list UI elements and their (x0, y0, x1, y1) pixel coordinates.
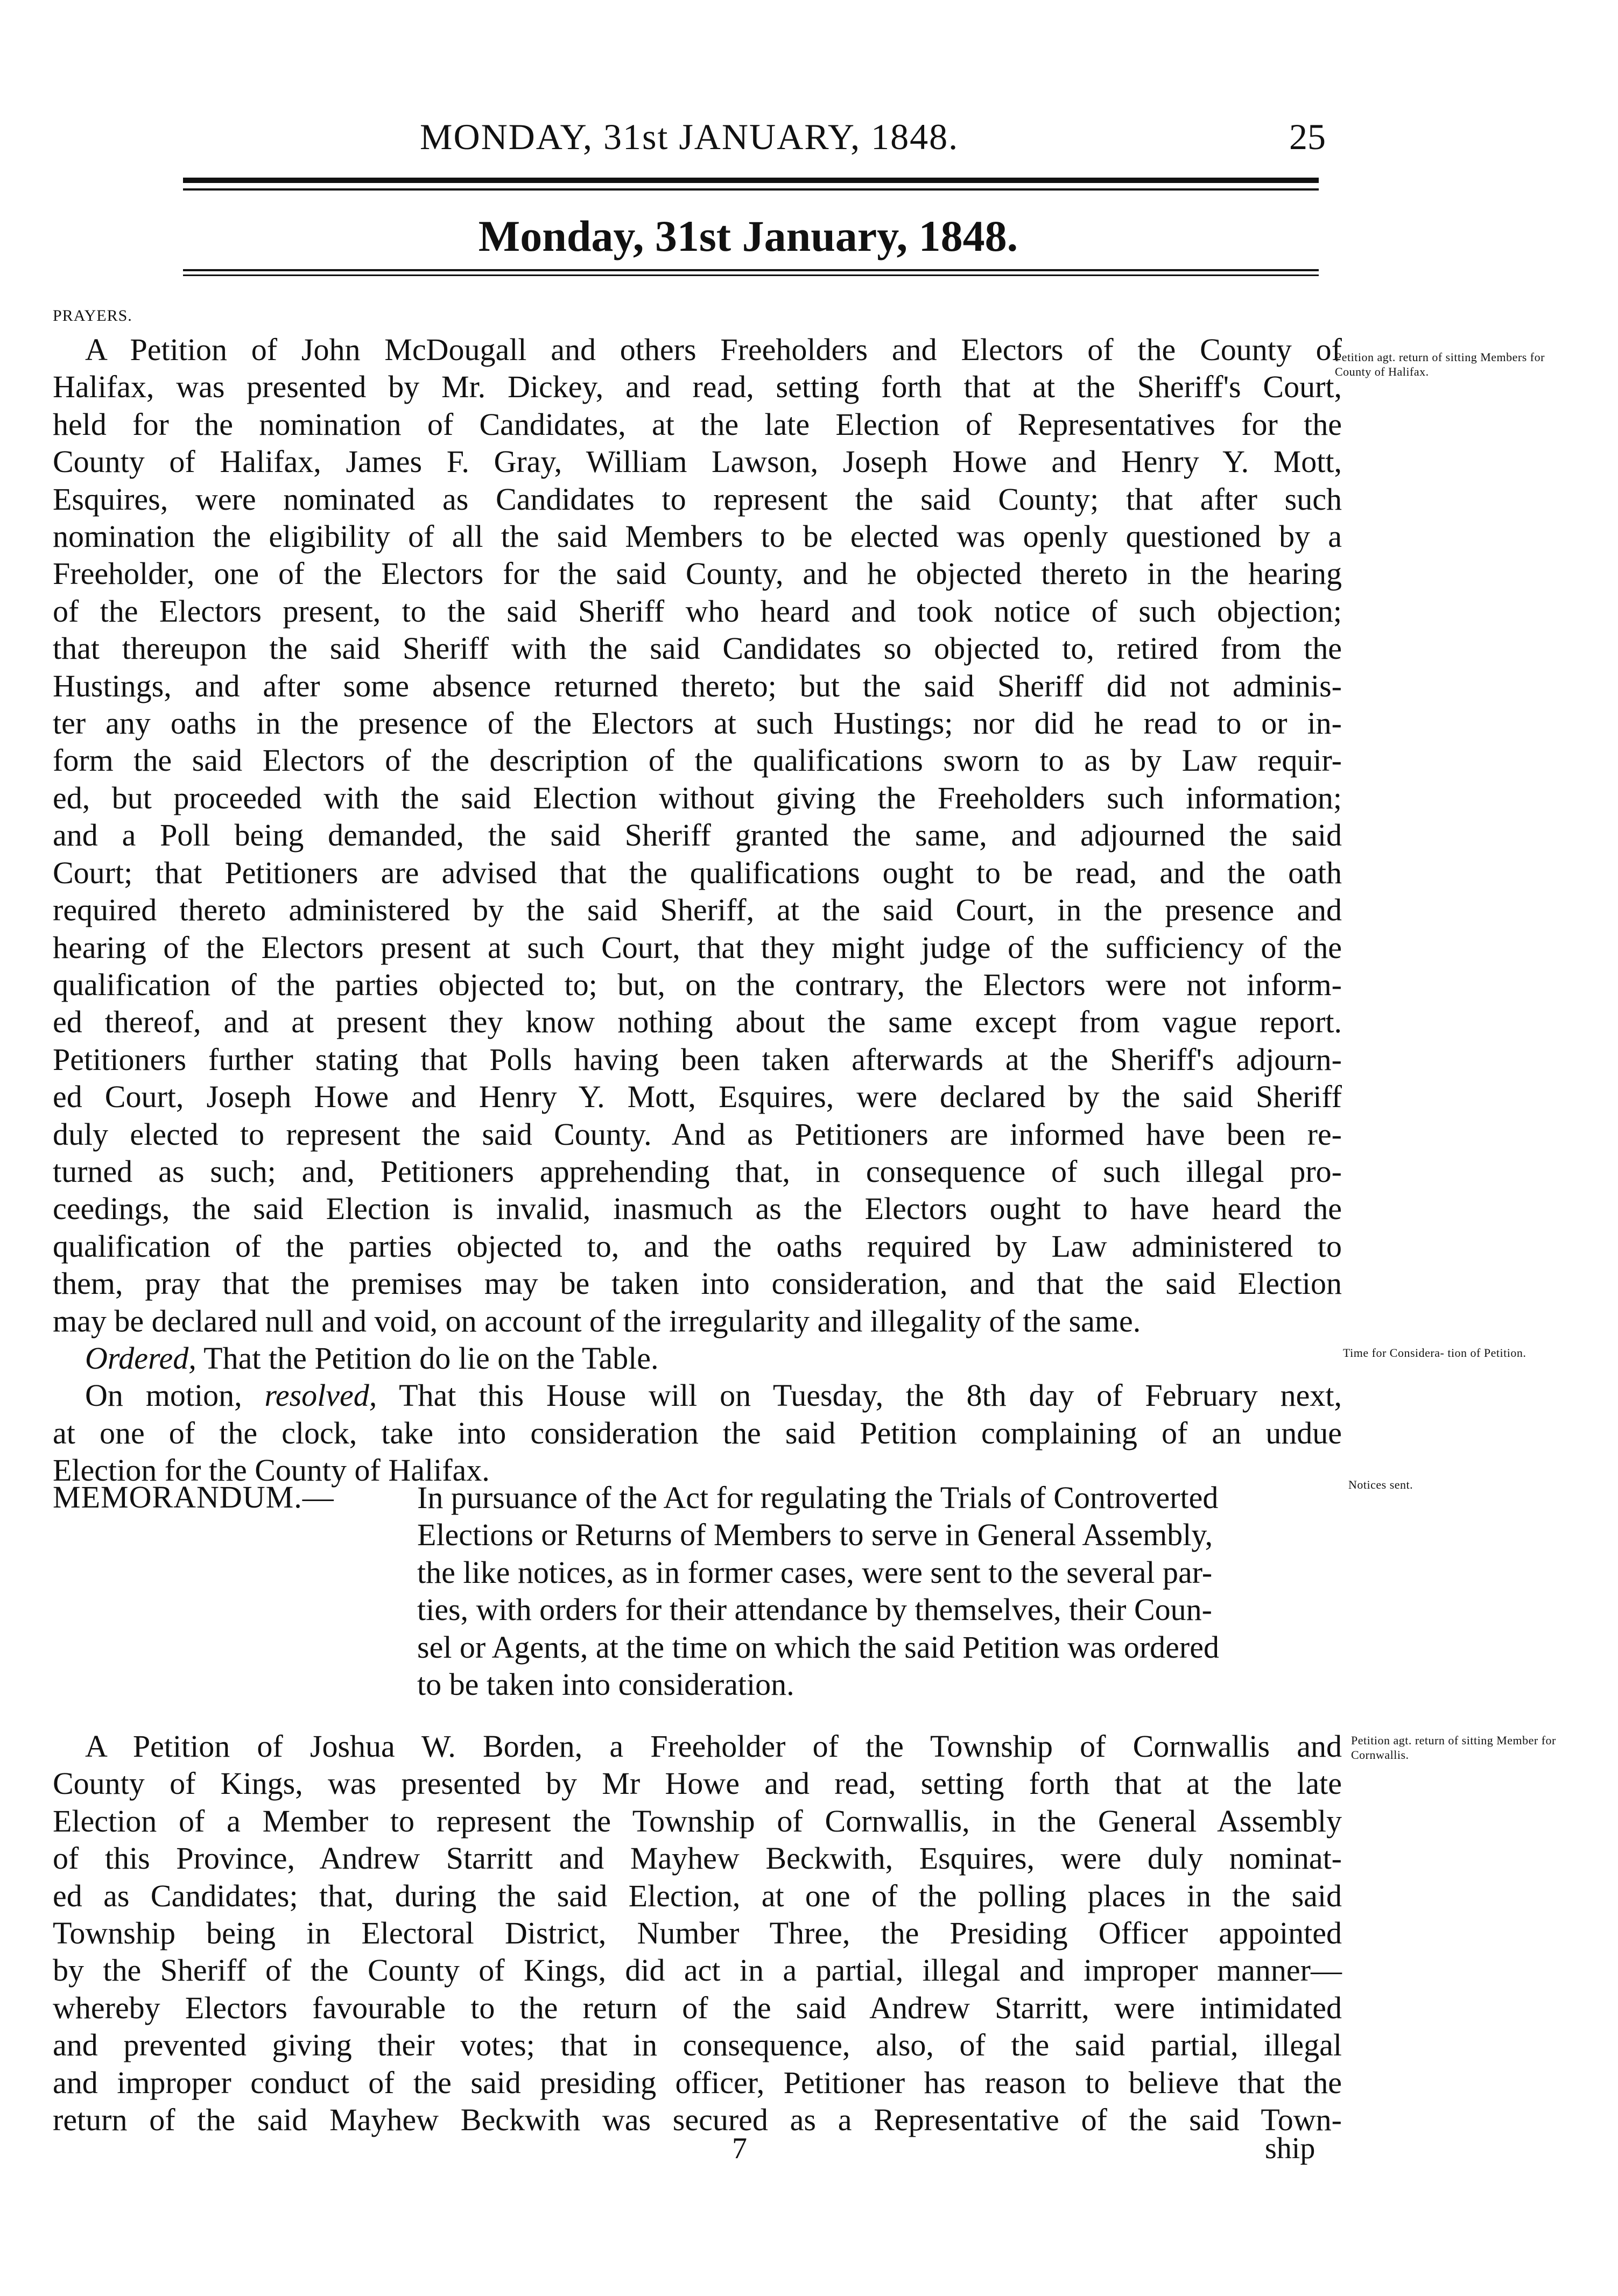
text-line: them, pray that the premises may be taken into consideration, and that the said Election (53, 1266, 1342, 1301)
motion-line (53, 1377, 1342, 1414)
text-line: Election of a Member to represent the Township of Cornwallis, in the General Assembly (53, 1803, 1342, 1839)
cornwallis-petition-paragraph (53, 1728, 1342, 2138)
text-line: held for the nomination of Candidates, at the late Election of Representatives for the (53, 406, 1342, 442)
resolved-word: resolved, (264, 1378, 377, 1413)
motion-text: That this House will on Tuesday, the 8th day of February next, (377, 1378, 1342, 1413)
text-line: and prevented giving their votes; that in consequence, also, of the said partial, illegal (53, 2027, 1342, 2063)
text-line: may be declared null and void, on account of the irregularity and illegality of the same. (53, 1303, 1141, 1339)
memo-line: sel or Agents, at the time on which the said Petition was ordered (417, 1629, 1219, 1665)
ordered-text: That the Petition do lie on the Table. (196, 1340, 659, 1376)
margin-note-notices-sent: Notices sent. (1348, 1478, 1413, 1491)
heading-rule-thin (183, 269, 1319, 271)
ordered-word: Ordered, (85, 1340, 196, 1376)
text-line: Hustings, and after some absence returned thereto; but the said Sheriff did not adminis- (53, 668, 1342, 703)
memo-line: the like notices, as in former cases, were sent to the several par- (417, 1554, 1213, 1590)
header-rule-thin (183, 188, 1319, 191)
halifax-petition-paragraph (53, 331, 1342, 1489)
memo-line: In pursuance of the Act for regulating the Trials of Controverted (417, 1480, 1219, 1515)
text-line: ed thereof, and at present they know nothing about the same except from vague report. (53, 1004, 1342, 1040)
ordered-line (53, 1340, 1342, 1377)
header-rule-thick (183, 178, 1319, 183)
text-line: and a Poll being demanded, the said Sheriff granted the same, and adjourned the said (53, 818, 1342, 853)
margin-note-time-for-consideration: Time for Considera- tion of Petition. (1343, 1346, 1526, 1360)
text-line: A Petition of Joshua W. Borden, a Freeholder of the Township of Cornwallis and (85, 1729, 1342, 1764)
text-line: ed, but proceeded with the said Election without giving the Freeholders such information; (53, 780, 1342, 815)
heading-rule-thin-2 (183, 274, 1319, 276)
text-line: by the Sheriff of the County of Kings, did act in a partial, illegal and improper manner— (53, 1953, 1342, 1988)
text-line: hearing of the Electors present at such Court, that they might judge of the sufficiency of the (53, 929, 1342, 965)
text-line: Halifax, was presented by Mr. Dickey, and read, setting forth that at the Sheriff's Court, (53, 369, 1342, 405)
text-line: ceedings, the said Election is invalid, inasmuch as the Electors ought to have heard the (53, 1191, 1342, 1227)
margin-note-halifax-petition: Petition agt. return of sitting Members for County of Halifax. (1335, 350, 1545, 378)
page-number: 25 (1289, 116, 1326, 157)
text-line: Freeholder, one of the Electors for the said County, and he objected thereto in the hearing (53, 556, 1342, 591)
text-line: and improper conduct of the said presiding officer, Petitioner has reason to believe that the (53, 2065, 1342, 2100)
text-line: qualification of the parties objected to, and the oaths required by Law administered to (53, 1228, 1342, 1264)
text-line: ter any oaths in the presence of the Electors at such Hustings; nor did he read to or in- (53, 706, 1342, 741)
text-line: Election for the County of Halifax. (53, 1453, 490, 1488)
text-line: Township being in Electoral District, Number Three, the Presiding Officer appointed (53, 1915, 1342, 1951)
text-line: ed as Candidates; that, during the said Election, at one of the polling places in the said (53, 1878, 1342, 1913)
signature-mark: 7 (732, 2132, 747, 2165)
memorandum-body (417, 1479, 1343, 1703)
memo-line: ties, with orders for their attendance by themselves, their Coun- (417, 1592, 1212, 1628)
text-line: return of the said Mayhew Beckwith was secured as a Representative of the said Town- (53, 2102, 1342, 2138)
text-line: qualification of the parties objected to; but, on the contrary, the Electors were not inform- (53, 967, 1342, 1002)
text-line: at one of the clock, take into consideration the said Petition complaining of an undue (53, 1415, 1342, 1450)
running-head: MONDAY, 31st JANUARY, 1848. (420, 116, 959, 157)
text-line: Esquires, were nominated as Candidates to represent the said County; that after such (53, 481, 1342, 517)
memo-line: to be taken into consideration. (417, 1667, 794, 1702)
text-line: Court; that Petitioners are advised that the qualifications ought to be read, and the oath (53, 855, 1342, 890)
text-line: required thereto administered by the said Sheriff, at the said Court, in the presence and (53, 892, 1342, 928)
text-line: turned as such; and, Petitioners apprehending that, in consequence of such illegal pro- (53, 1153, 1342, 1189)
text-line: County of Halifax, James F. Gray, William Lawson, Joseph Howe and Henry Y. Mott, (53, 444, 1342, 480)
text-line: of the Electors present, to the said Sheriff who heard and took notice of such objection; (53, 593, 1342, 629)
text-line: whereby Electors favourable to the return of the said Andrew Starritt, were intimidated (53, 1990, 1342, 2025)
memorandum-label: MEMORANDUM.— (53, 1480, 334, 1515)
text-line: that thereupon the said Sheriff with the said Candidates so objected to, retired from the (53, 631, 1342, 666)
prayers-label: PRAYERS. (53, 307, 132, 325)
text-line: of this Province, Andrew Starritt and Mayhew Beckwith, Esquires, were duly nominat- (53, 1841, 1342, 1876)
text-line: A Petition of John McDougall and others Freeholders and Electors of the County of (85, 332, 1342, 367)
text-line: form the said Electors of the description of the qualifications sworn to as by Law requir- (53, 743, 1342, 778)
motion-prefix: On motion, (85, 1378, 265, 1413)
text-line: nomination the eligibility of all the said Members to be elected was openly questioned by a (53, 519, 1342, 554)
text-line: duly elected to represent the said County. And as Petitioners are informed have been re- (53, 1116, 1342, 1152)
catchword: ship (1265, 2132, 1315, 2165)
margin-note-cornwallis-petition: Petition agt. return of sitting Member for Cornwallis. (1351, 1734, 1556, 1762)
day-heading: Monday, 31st January, 1848. (478, 212, 1018, 260)
text-line: Petitioners further stating that Polls having been taken afterwards at the Sheriff's adjourn- (53, 1041, 1342, 1077)
text-line: ed Court, Joseph Howe and Henry Y. Mott, Esquires, were declared by the said Sheriff (53, 1079, 1342, 1115)
text-line: County of Kings, was presented by Mr Howe and read, setting forth that at the late (53, 1766, 1342, 1801)
memo-line: Elections or Returns of Members to serve in General Assembly, (417, 1517, 1213, 1553)
